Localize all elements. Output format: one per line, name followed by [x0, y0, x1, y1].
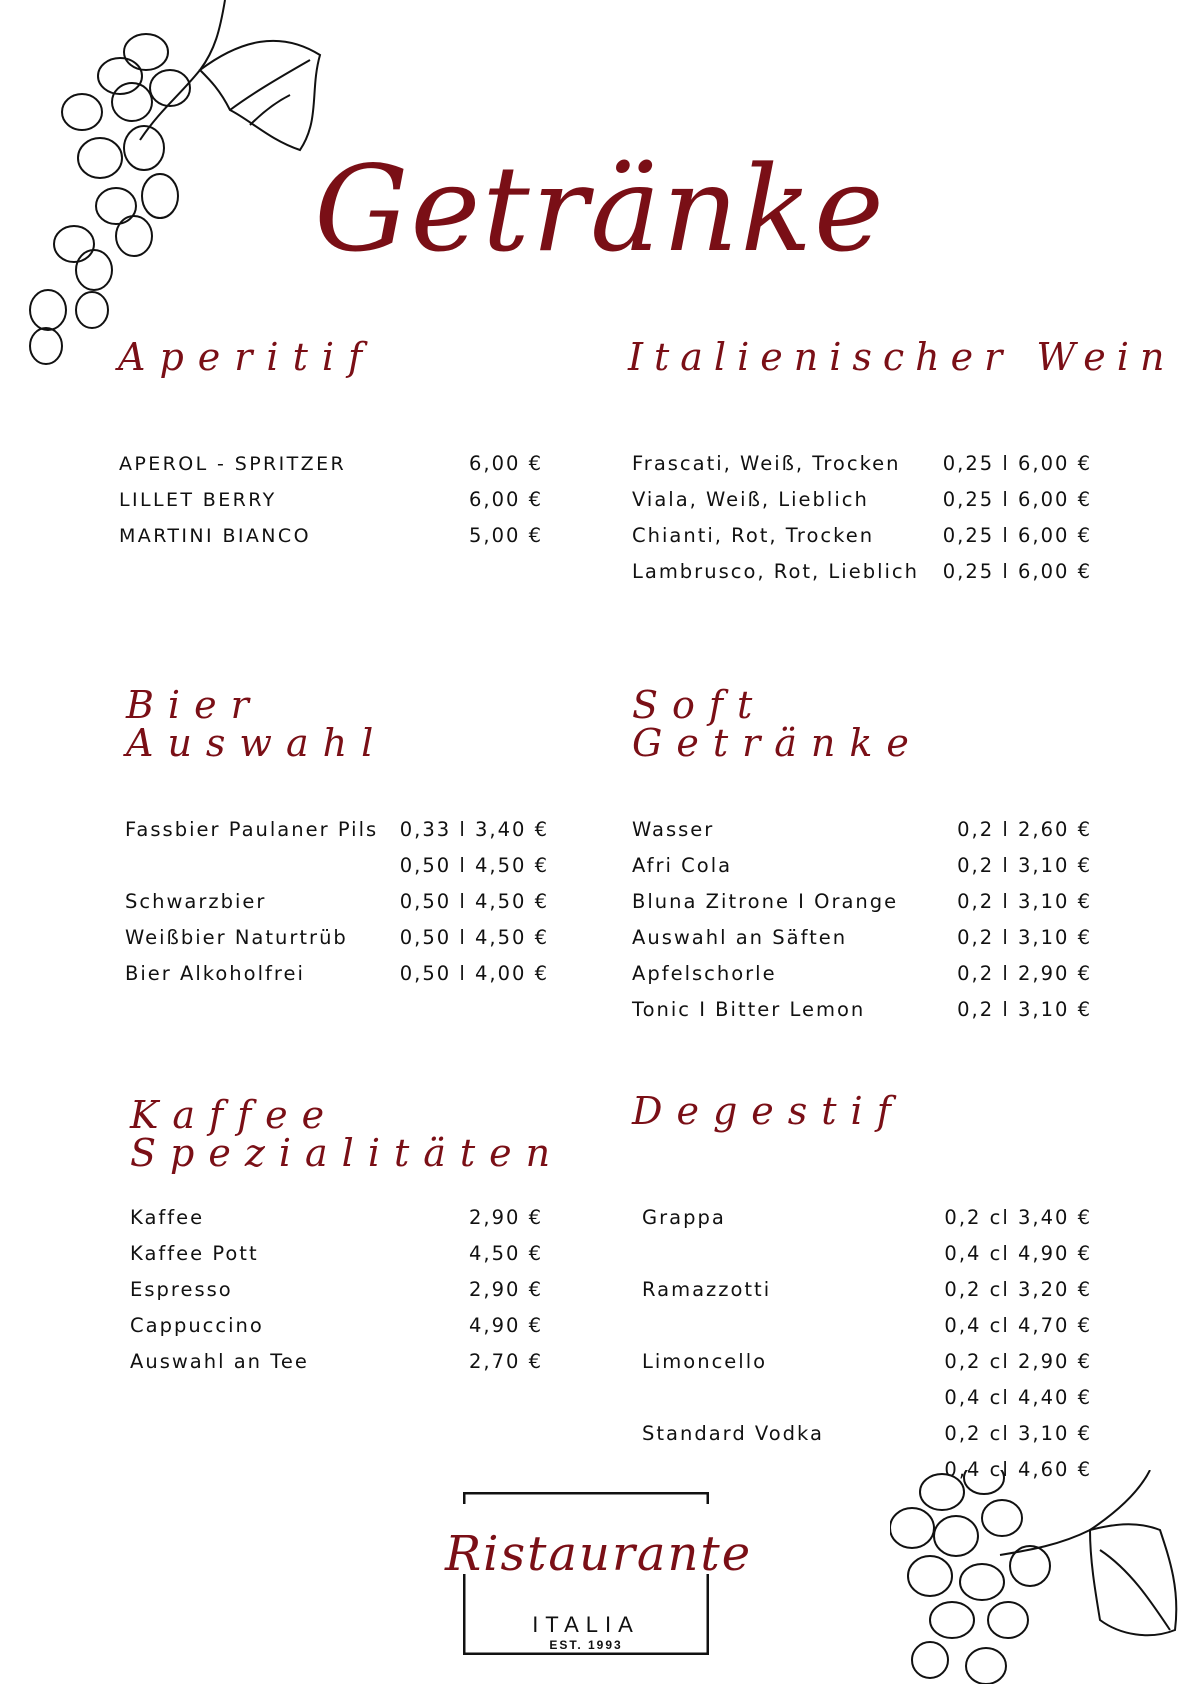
item-price: 0,4 cl 4,70 €	[944, 1314, 1092, 1337]
section-title-digestif	[632, 1089, 905, 1133]
restaurant-logo	[445, 1492, 753, 1657]
digestif-list	[642, 1200, 1092, 1488]
item-name: Cappuccino	[130, 1314, 264, 1337]
kaffee-list	[130, 1200, 543, 1380]
list-item	[642, 1344, 1092, 1380]
item-name: Chianti, Rot, Trocken	[632, 524, 875, 547]
list-item	[642, 1236, 1092, 1272]
item-price: 0,25 l 6,00 €	[942, 524, 1092, 547]
section-title-bier	[126, 683, 388, 765]
item-name: Ramazzotti	[642, 1278, 772, 1301]
grapes-illustration-bottom	[890, 1470, 1190, 1684]
section-title-line: Soft	[632, 683, 767, 727]
item-price: 0,50 l 4,50 €	[399, 854, 549, 877]
item-price: 0,4 cl 4,90 €	[944, 1242, 1092, 1265]
item-name: Tonic I Bitter Lemon	[632, 998, 866, 1021]
section-title-kaffee	[130, 1093, 565, 1175]
section-title-line: Kaffee	[130, 1093, 339, 1137]
item-price: 0,2 cl 3,40 €	[944, 1206, 1092, 1229]
list-item	[119, 518, 543, 554]
item-name: Bluna Zitrone I Orange	[632, 890, 899, 913]
item-price: 0,2 l 3,10 €	[957, 926, 1092, 949]
item-price: 4,90 €	[468, 1314, 543, 1337]
section-title-soft	[632, 683, 923, 765]
list-item	[642, 1308, 1092, 1344]
item-name: MARTINI BIANCO	[119, 525, 311, 547]
item-price: 0,2 cl 3,10 €	[944, 1422, 1092, 1445]
item-price: 0,2 l 3,10 €	[957, 890, 1092, 913]
list-item	[119, 446, 543, 482]
list-item	[130, 1272, 543, 1308]
item-name: Auswahl an Tee	[130, 1350, 309, 1373]
item-name: Weißbier Naturtrüb	[125, 926, 348, 949]
wein-list	[632, 446, 1092, 590]
section-title-line: Italienischer Wein	[628, 335, 1176, 379]
item-price: 0,50 l 4,50 €	[399, 890, 549, 913]
logo-script-text: Ristaurante	[445, 1526, 753, 1582]
list-item	[632, 812, 1092, 848]
item-name: Kaffee	[130, 1206, 205, 1229]
list-item	[130, 1308, 543, 1344]
section-title-aperitif	[118, 335, 377, 379]
item-name: Grappa	[642, 1206, 726, 1229]
item-name: Auswahl an Säften	[632, 926, 848, 949]
item-name: Espresso	[130, 1278, 233, 1301]
section-title-line: Bier	[126, 683, 263, 727]
list-item	[632, 446, 1092, 482]
list-item	[632, 518, 1092, 554]
list-item	[632, 848, 1092, 884]
item-price: 0,2 l 3,10 €	[957, 998, 1092, 1021]
item-price: 0,33 l 3,40 €	[399, 818, 549, 841]
list-item	[632, 956, 1092, 992]
list-item	[125, 884, 549, 920]
list-item	[642, 1272, 1092, 1308]
item-name: LILLET BERRY	[119, 489, 277, 511]
item-name: Viala, Weiß, Lieblich	[632, 488, 869, 511]
section-title-line: Getränke	[632, 721, 923, 765]
list-item	[632, 482, 1092, 518]
item-price: 6,00 €	[468, 488, 543, 511]
soft-list	[632, 812, 1092, 1028]
section-title-line: Degestif	[632, 1089, 905, 1133]
item-name: Limoncello	[642, 1350, 768, 1373]
logo-name-text: ITALIA	[532, 1612, 640, 1637]
item-price: 0,25 l 6,00 €	[942, 560, 1092, 583]
logo-established-text: EST. 1993	[549, 1638, 623, 1652]
item-name: Wasser	[632, 818, 715, 841]
item-price: 4,50 €	[468, 1242, 543, 1265]
item-name: Afri Cola	[632, 854, 733, 877]
item-price: 0,2 l 2,90 €	[957, 962, 1092, 985]
item-price: 0,2 l 2,60 €	[957, 818, 1092, 841]
item-price: 0,4 cl 4,40 €	[944, 1386, 1092, 1409]
item-price: 0,4 cl 4,60 €	[944, 1458, 1092, 1481]
item-price: 0,25 l 6,00 €	[942, 452, 1092, 475]
section-title-line: Auswahl	[126, 721, 388, 765]
item-price: 5,00 €	[468, 524, 543, 547]
item-name: Lambrusco, Rot, Lieblich	[632, 560, 919, 583]
list-item	[632, 992, 1092, 1028]
item-name: Standard Vodka	[642, 1422, 824, 1445]
list-item	[642, 1452, 1092, 1488]
item-price: 0,50 l 4,00 €	[399, 962, 549, 985]
item-price: 0,2 l 3,10 €	[957, 854, 1092, 877]
item-name: Frascati, Weiß, Trocken	[632, 452, 901, 475]
list-item	[642, 1380, 1092, 1416]
item-name: APEROL - SPRITZER	[119, 453, 347, 475]
list-item	[125, 920, 549, 956]
section-title-line: Spezialitäten	[130, 1131, 565, 1175]
item-price: 6,00 €	[468, 452, 543, 475]
list-item	[130, 1200, 543, 1236]
list-item	[125, 848, 549, 884]
list-item	[130, 1344, 543, 1380]
list-item	[632, 884, 1092, 920]
item-name: Schwarzbier	[125, 890, 267, 913]
aperitif-list	[119, 446, 543, 554]
list-item	[119, 482, 543, 518]
item-price: 2,70 €	[468, 1350, 543, 1373]
list-item	[130, 1236, 543, 1272]
section-title-wein	[628, 335, 1176, 379]
list-item	[632, 920, 1092, 956]
list-item	[632, 554, 1092, 590]
list-item	[125, 956, 549, 992]
section-title-line: Aperitif	[118, 335, 377, 379]
list-item	[642, 1200, 1092, 1236]
item-name: Fassbier Paulaner Pils	[125, 818, 379, 841]
bier-list	[125, 812, 549, 992]
item-price: 0,25 l 6,00 €	[942, 488, 1092, 511]
item-name: Bier Alkoholfrei	[125, 962, 305, 985]
item-name: Kaffee Pott	[130, 1242, 259, 1265]
item-price: 2,90 €	[468, 1278, 543, 1301]
item-price: 0,2 cl 3,20 €	[944, 1278, 1092, 1301]
page-title: Getränke	[314, 140, 886, 278]
item-name: Apfelschorle	[632, 962, 777, 985]
list-item	[642, 1416, 1092, 1452]
item-price: 0,2 cl 2,90 €	[944, 1350, 1092, 1373]
list-item	[125, 812, 549, 848]
item-price: 2,90 €	[468, 1206, 543, 1229]
item-price: 0,50 l 4,50 €	[399, 926, 549, 949]
